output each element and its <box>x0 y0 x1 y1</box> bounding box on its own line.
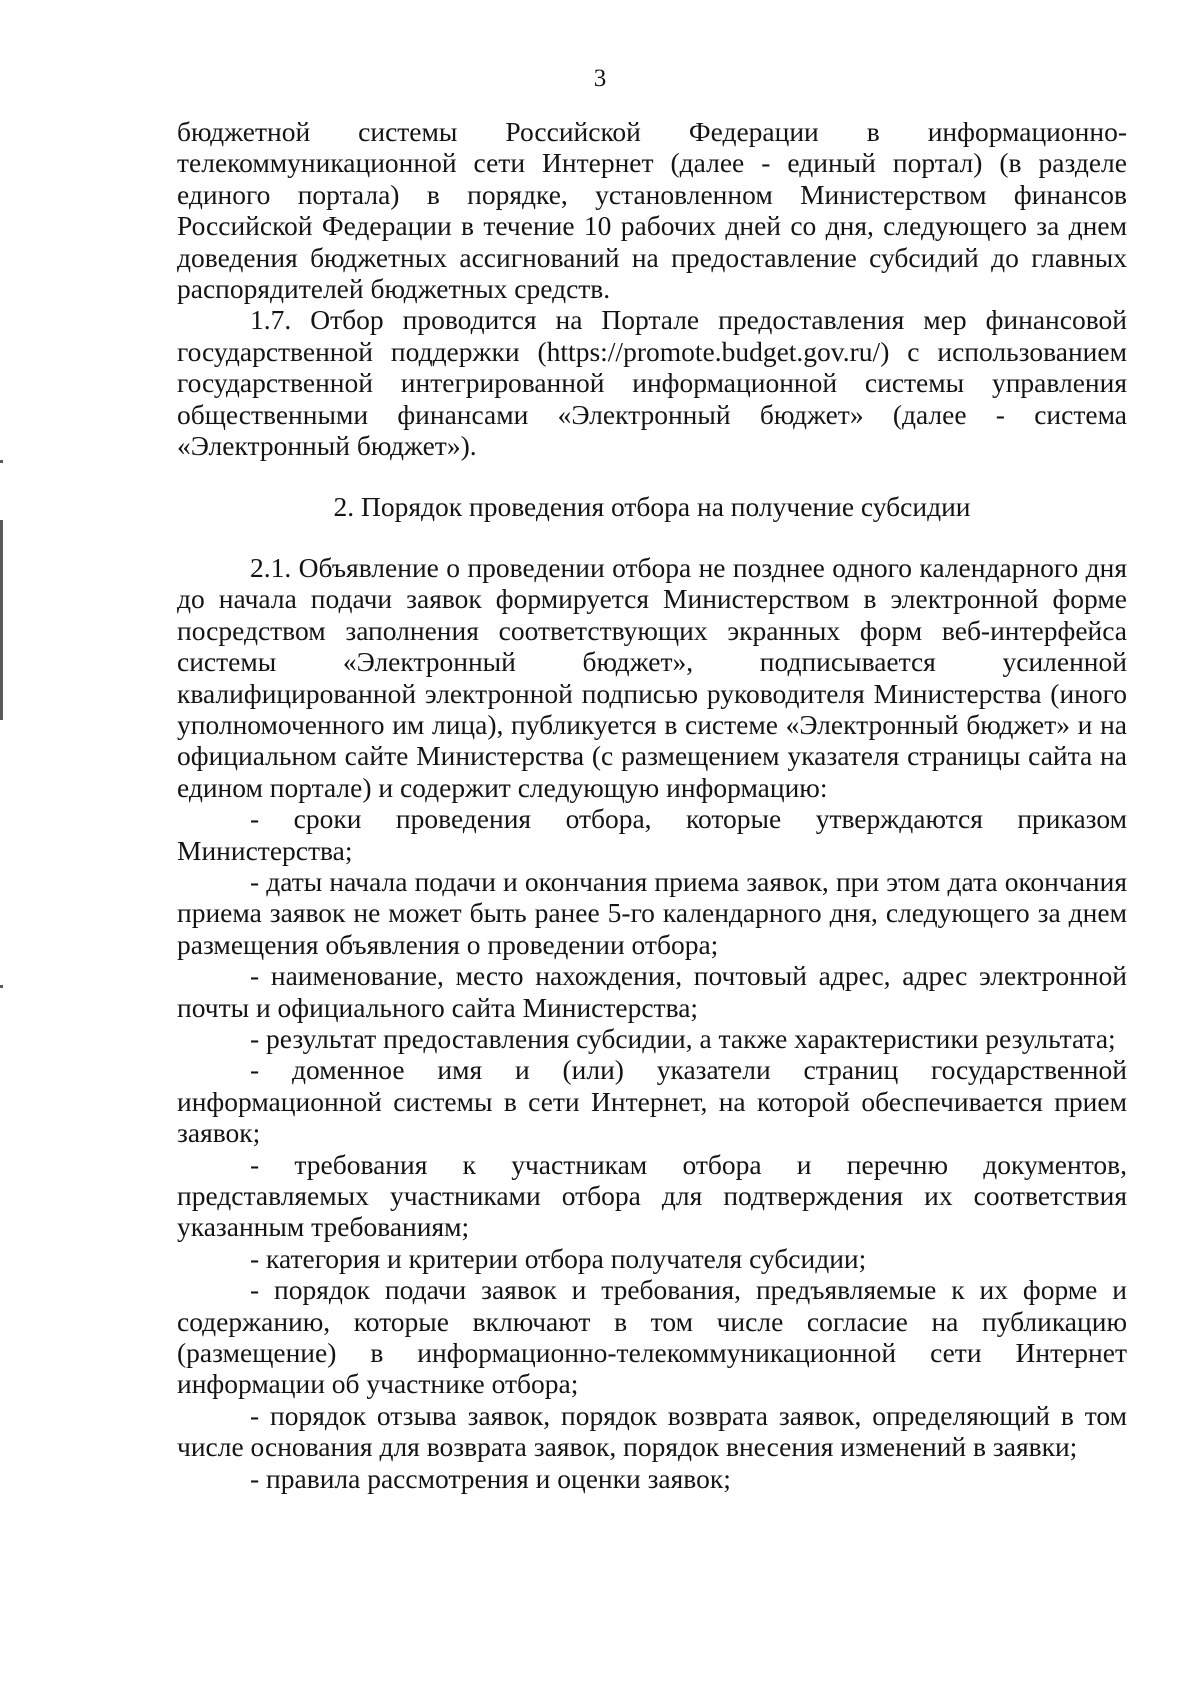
scan-edge-mark <box>0 520 3 720</box>
list-item: - наименование, место нахождения, почтовый адрес, адрес электронной почты и официального сайта Министерства; <box>177 960 1127 1023</box>
page-number: 3 <box>593 65 607 92</box>
scan-edge-mark <box>0 985 3 988</box>
list-item: - доменное имя и (или) указатели страниц государственной информационной системы в сети Интернет, на которой обеспечивается прием заявок; <box>177 1054 1127 1149</box>
paragraph-1-7: 1.7. Отбор проводится на Портале предоставления мер финансовой государственной поддержки (https://promote.budget.gov.ru/) с использованием государственной интегрированной информационной системы управления общественными финансами «Электронный бюджет» (далее - система «Электронный бюджет»). <box>177 304 1127 462</box>
paragraph-continuation: бюджетной системы Российской Федерации в информационно-телекоммуникационной сети Интернет (далее - единый портал) (в разделе единого портала) в порядке, установленном Министерством финансов Российской Федерации в течение 10 рабочих дней со дня, следующего за днем доведения бюджетных ассигнований на предоставление субсидий до главных распорядителей бюджетных средств. <box>177 116 1127 305</box>
list-item: - требования к участникам отбора и перечню документов, представляемых участниками отбора для подтверждения их соответствия указанным требованиям; <box>177 1148 1127 1243</box>
paragraph-2-1: 2.1. Объявление о проведении отбора не позднее одного календарного дня до начала подачи заявок формируется Министерством в электронной форме посредством заполнения соответствующих экранных форм веб-интерфейса системы «Электронный бюджет», подписывается усиленной квалифицированной электронной подписью руководителя Министерства (иного уполномоченного им лица), публикуется в системе «Электронный бюджет» и на официальном сайте Министерства (с размещением указателя страницы сайта на едином портале) и содержит следующую информацию: <box>177 551 1127 803</box>
list-item: - даты начала подачи и окончания приема заявок, при этом дата окончания приема заявок не может быть ранее 5-го календарного дня, следующего за днем размещения объявления о проведении отбора; <box>177 865 1127 960</box>
list-item: - порядок подачи заявок и требования, предъявляемые к их форме и содержанию, которые включают в том числе согласие на публикацию (размещение) в информационно-телекоммуникационной сети Интернет информации об участнике отбора; <box>177 1274 1127 1400</box>
list-item: - категория и критерии отбора получателя субсидии; <box>250 1242 867 1274</box>
list-item: - результат предоставления субсидии, а также характеристики результата; <box>250 1022 1116 1054</box>
list-item: - правила рассмотрения и оценки заявок; <box>250 1462 731 1494</box>
list-item: - сроки проведения отбора, которые утверждаются приказом Министерства; <box>177 803 1127 866</box>
section-heading: 2. Порядок проведения отбора на получение субсидии <box>333 491 971 523</box>
scan-edge-mark <box>0 460 3 463</box>
list-item: - порядок отзыва заявок, порядок возврата заявок, определяющий в том числе основания для возврата заявок, порядок внесения изменений в заявки; <box>177 1399 1127 1463</box>
document-body <box>177 116 1127 1494</box>
